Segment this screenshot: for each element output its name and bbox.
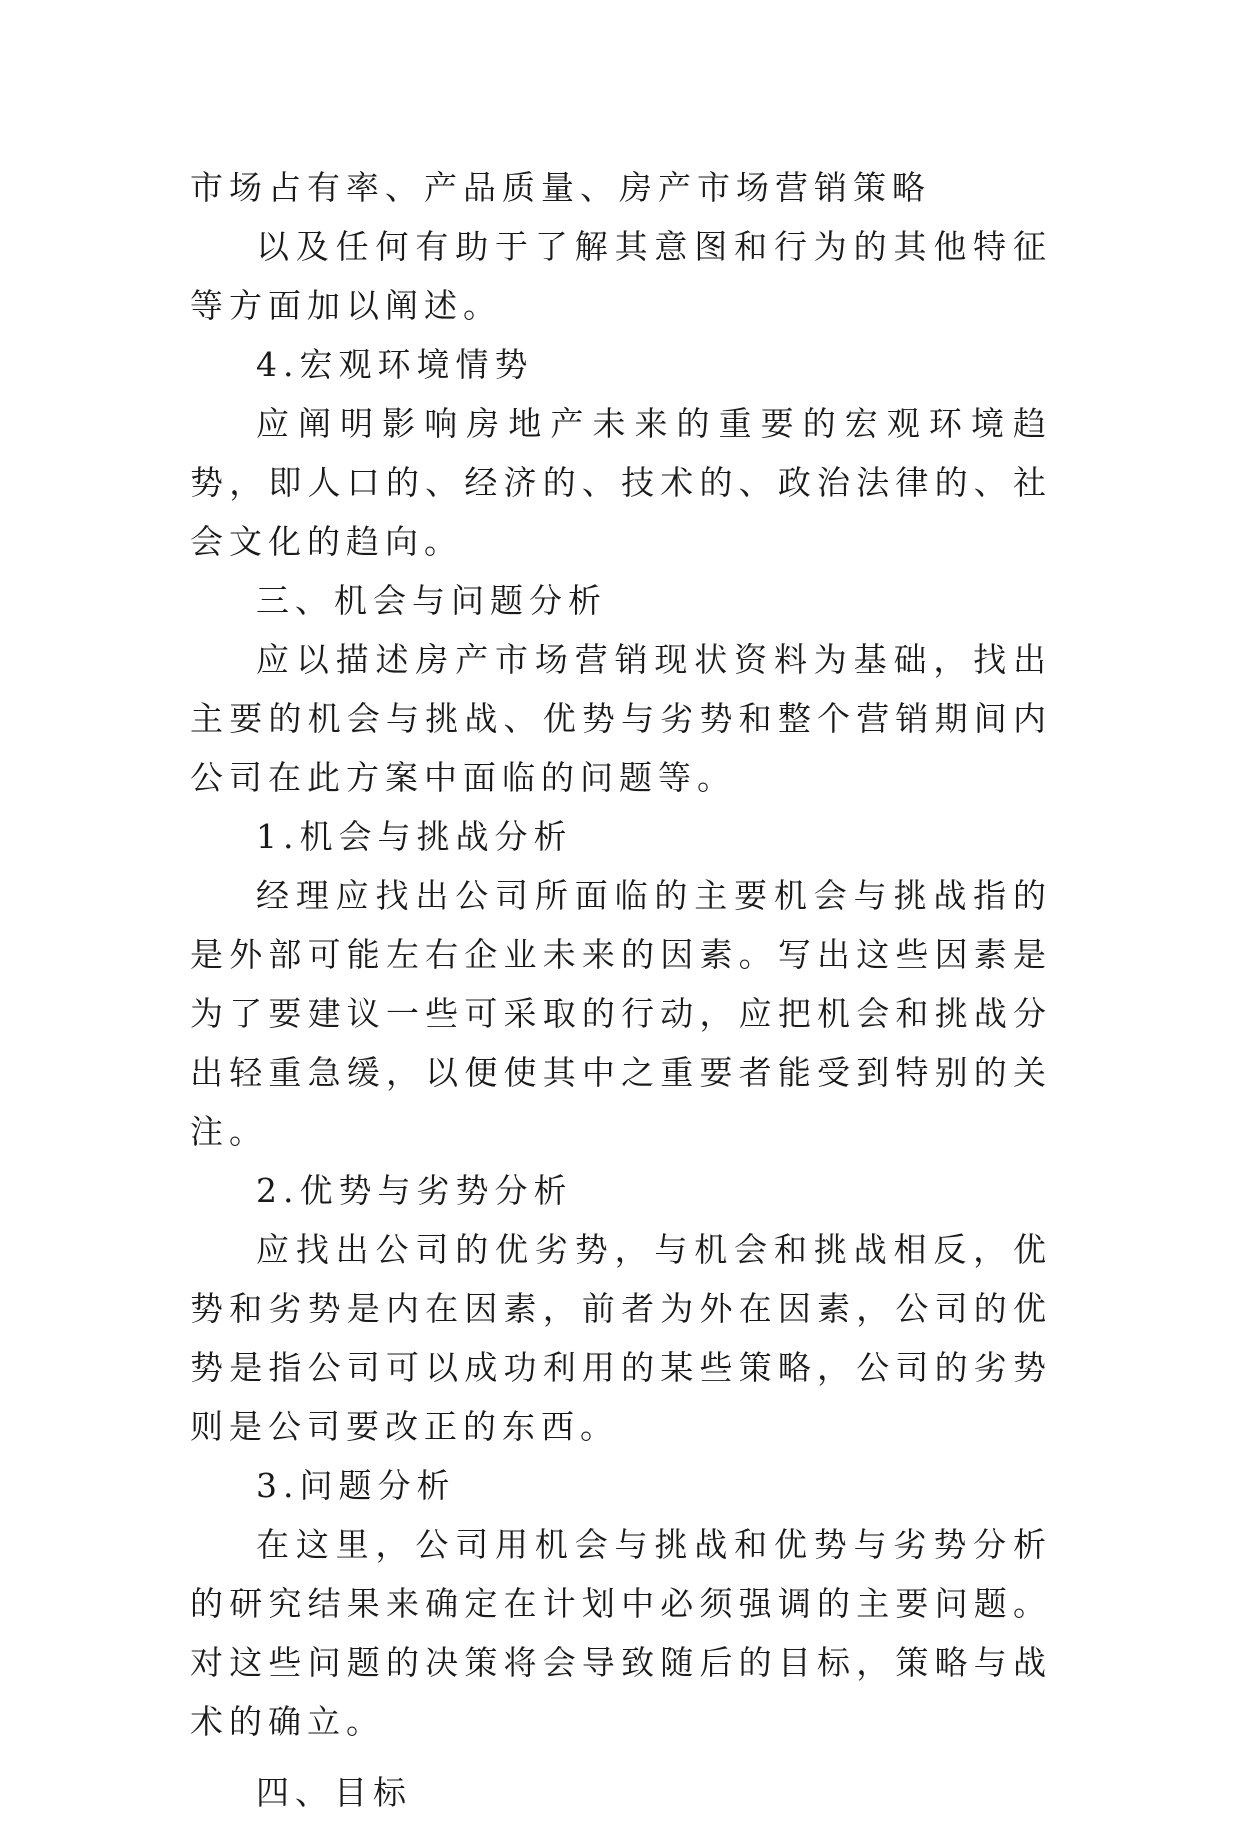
paragraph-problem-analysis: 在这里，公司用机会与挑战和优势与劣势分析的研究结果来确定在计划中必须强调的主要问题。对这些问题的决策将会导致随后的目标，策略与战术的确立。	[190, 1525, 1052, 1741]
paragraph-opportunity-challenge: 经理应找出公司所面临的主要机会与挑战指的是外部可能左右企业未来的因素。写出这些因素是为了要建议一些可采取的行动，应把机会和挑战分出轻重急缓，以便使其中之重要者能受到特别的关注。	[190, 876, 1052, 1151]
subheading-strength-weakness: 2.优势与劣势分析	[256, 1171, 573, 1210]
subheading-problem-analysis: 3.问题分析	[256, 1466, 456, 1505]
paragraph-strength-weakness: 应找出公司的优劣势，与机会和挑战相反，优势和劣势是内在因素，前者为外在因素，公司的优势是指公司可以成功利用的某些策略，公司的劣势则是公司要改正的东西。	[190, 1230, 1052, 1446]
subheading-opportunity-challenge: 1.机会与挑战分析	[256, 817, 573, 856]
section-heading-opportunity-analysis: 三、机会与问题分析	[256, 581, 607, 620]
section-heading-objectives: 四、目标	[256, 1773, 412, 1812]
paragraph-opportunity-analysis: 应以描述房产市场营销现状资料为基础，找出主要的机会与挑战、优势与劣势和整个营销期间内公司在此方案中面临的问题等。	[190, 640, 1052, 797]
paragraph-continuation: 市场占有率、产品质量、房产市场营销策略	[190, 168, 931, 207]
document-body	[190, 158, 1052, 1822]
subheading-macro-environment: 4.宏观环境情势	[256, 345, 534, 384]
paragraph-characteristics: 以及任何有助于了解其意图和行为的其他特征等方面加以阐述。	[190, 227, 1052, 325]
paragraph-macro-environment: 应阐明影响房地产未来的重要的宏观环境趋势，即人口的、经济的、技术的、政治法律的、社会文化的趋向。	[190, 404, 1052, 561]
